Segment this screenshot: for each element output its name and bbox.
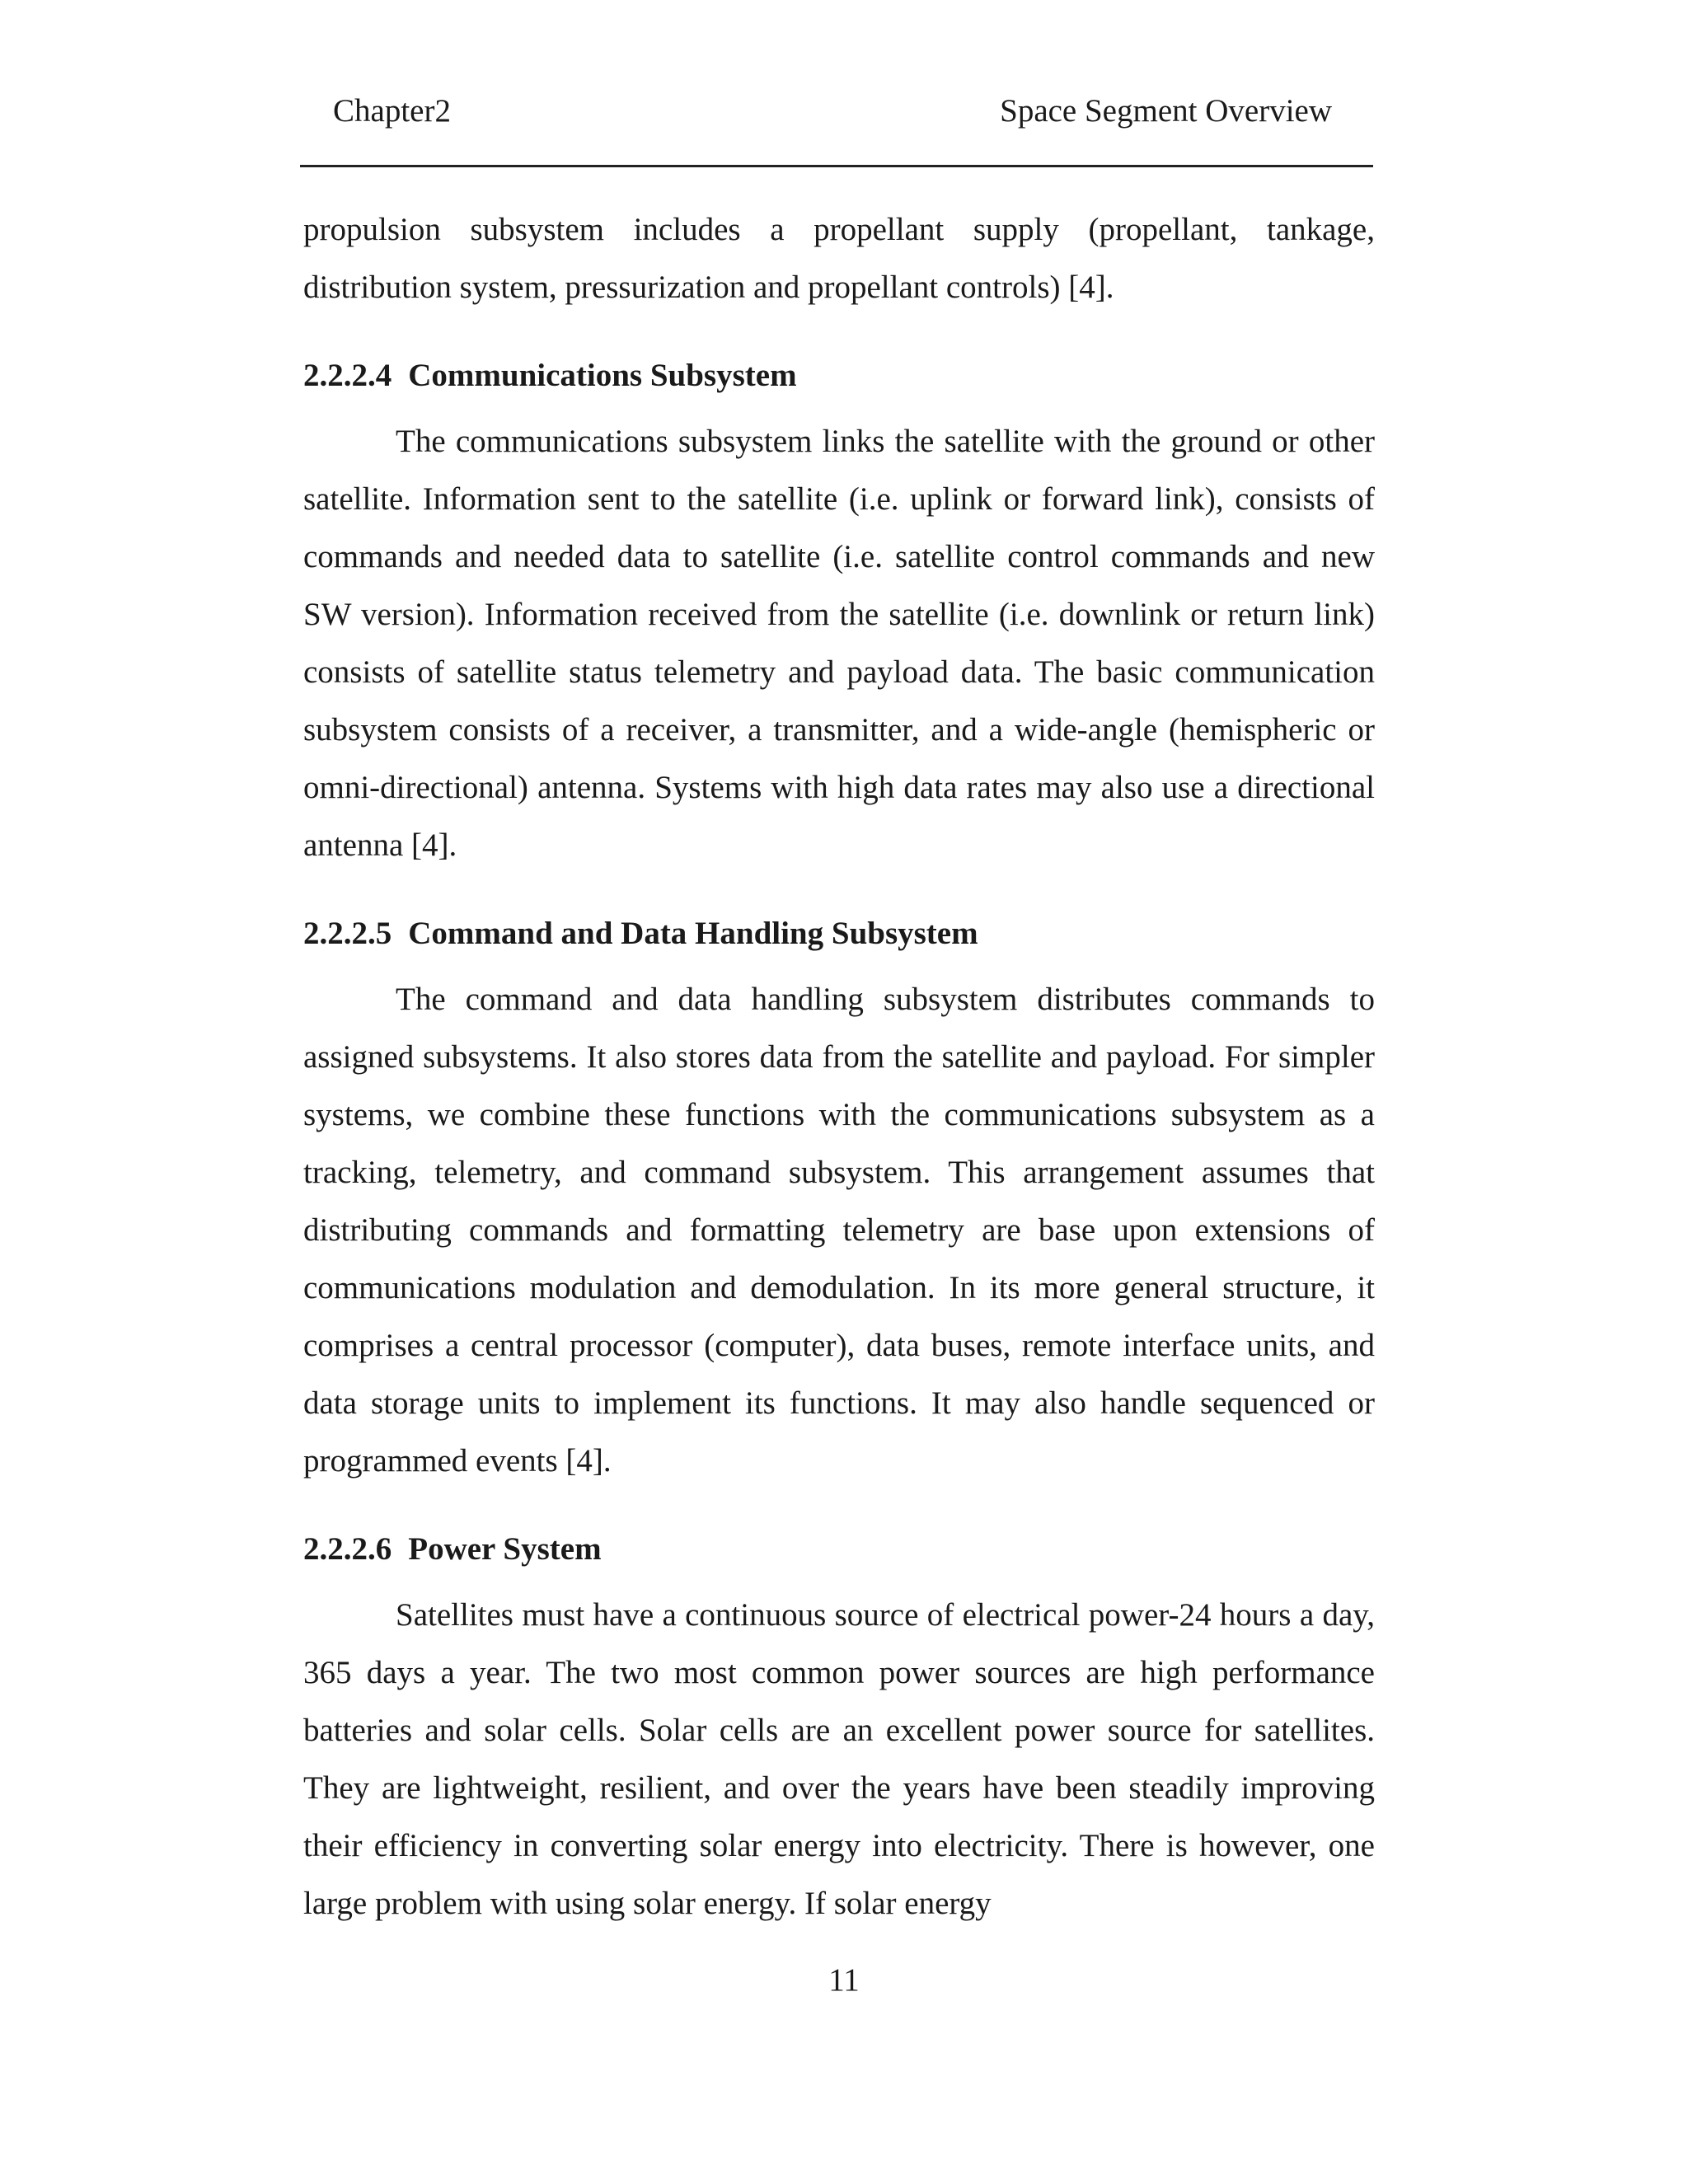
paragraph-communications: The communications subsystem links the satellite with the ground or other satellite. Information sent to the satellite (i.e. uplink or forward link), consists of commands and needed data to satellite (i.e. satellite control commands and new SW version). Information received from the satellite (i.e. downlink or return link) consists of satellite status telemetry and payload data. The basic communication subsystem consists of a receiver, a transmitter, and a wide-angle (hemispheric or omni-directional) antenna. Systems with high data rates may also use a directional antenna [4].: [303, 424, 1375, 863]
section-title: Space Segment Overview: [1000, 93, 1332, 129]
heading-number: 2.2.2.4: [303, 358, 392, 393]
heading-title: Command and Data Handling Subsystem: [408, 916, 978, 951]
page-number: 11: [828, 1962, 860, 1998]
paragraph-power-system: Satellites must have a continuous source of electrical power-24 hours a day, 365 days a year. The two most common power sources are high performance batteries and solar cells. Solar cells are an excellent power source for satellites. They are lightweight, resilient, and over the years have been steadily improving their efficiency in converting solar energy into electricity. There is however, one large problem with using solar energy. If solar energy: [303, 1597, 1375, 1921]
heading-command-data-handling: [303, 905, 1375, 963]
paragraph-continuation: propulsion subsystem includes a propellant supply (propellant, tankage, distribution system, pressurization and propellant controls) [4].: [303, 212, 1375, 305]
page-header: [300, 82, 1373, 167]
heading-number: 2.2.2.6: [303, 1531, 392, 1567]
heading-communications-subsystem: [303, 347, 1375, 405]
heading-number: 2.2.2.5: [303, 916, 392, 951]
chapter-label: Chapter2: [333, 93, 451, 129]
paragraph-command-data-handling: The command and data handling subsystem distributes commands to assigned subsystems. It also stores data from the satellite and payload. For simpler systems, we combine these functions with the communications subsystem as a tracking, telemetry, and command subsystem. This arrangement assumes that distributing commands and formatting telemetry are base upon extensions of communications modulation and demodulation. In its more general structure, it comprises a central processor (computer), data buses, remote interface units, and data storage units to implement its functions. It may also handle sequenced or programmed events [4].: [303, 982, 1375, 1479]
heading-power-system: [303, 1521, 1375, 1578]
heading-title: Power System: [408, 1531, 602, 1567]
heading-title: Communications Subsystem: [408, 358, 797, 393]
page-body: [303, 201, 1375, 1933]
